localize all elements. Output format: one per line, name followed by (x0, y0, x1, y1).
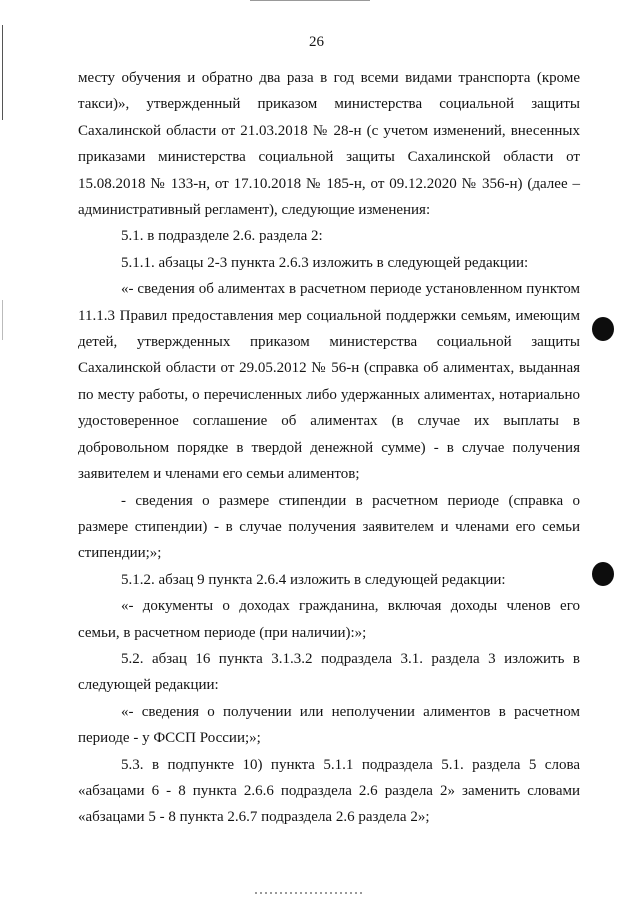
paragraph: «- сведения об алиментах в расчетном периоде установленном пунктом 11.1.3 Правил предоставления мер социальной поддержки семьям, имеющим детей, утвержденных приказом министерства социальной защиты Сахалинской области от 29.05.2012 № 56-н (справка об алиментах, выданная по месту работы, о перечисленных либо удержанных алиментах, нотариально удостоверенное соглашение об алиментах (в случае их выплаты в добровольном порядке в твердой денежной сумме) - в случае получения заявителем и членами его семьи алиментов; (78, 281, 580, 483)
paragraph: 5.3. в подпункте 10) пункта 5.1.1 подраздела 5.1. раздела 5 слова «абзацами 6 - 8 пункта 2.6.6 подраздела 2.6 раздела 2» заменить словами «абзацами 5 - 8 пункта 2.6.7 подраздела 2.6 раздела 2»; (78, 756, 580, 826)
binder-hole-mark (592, 317, 614, 341)
page-number: 26 (309, 34, 324, 50)
paragraph: 5.2. абзац 16 пункта 3.1.3.2 подраздела 3.1. раздела 3 изложить в следующей редакции: (78, 650, 580, 694)
paragraph: месту обучения и обратно два раза в год всеми видами транспорта (кроме такси)», утвержденный приказом министерства социальной защиты Сахалинской области от 21.03.2018 № 28-н (с учетом изменений, внесенных приказами министерства социальной защиты Сахалинской области от 15.08.2018 № 133-н, от 17.10.2018 № 185-н, от 09.12.2020 № 356-н) (далее – административный регламент), следующие изменения: (78, 70, 580, 219)
paragraph: 5.1. в подразделе 2.6. раздела 2: (121, 228, 323, 245)
scan-artifact-bottom (255, 892, 365, 894)
paragraph: 5.1.2. абзац 9 пункта 2.6.4 изложить в следующей редакции: (121, 571, 506, 588)
binder-hole-mark (592, 562, 614, 586)
paragraph: 5.1.1. абзацы 2-3 пункта 2.6.3 изложить в следующей редакции: (121, 254, 529, 271)
paragraph: «- сведения о получении или неполучении алиментов в расчетном периоде - у ФССП России;»; (78, 703, 580, 747)
scan-edge-line-lower (2, 300, 3, 340)
scan-artifact-top (250, 0, 370, 1)
paragraph: - сведения о размере стипендии в расчетном периоде (справка о размере стипендии) - в случае получения заявителем и членами его семьи стипендии;»; (78, 492, 580, 562)
document-body (78, 65, 580, 831)
paragraph: «- документы о доходах гражданина, включая доходы членов его семьи, в расчетном периоде (при наличии):»; (78, 598, 580, 641)
